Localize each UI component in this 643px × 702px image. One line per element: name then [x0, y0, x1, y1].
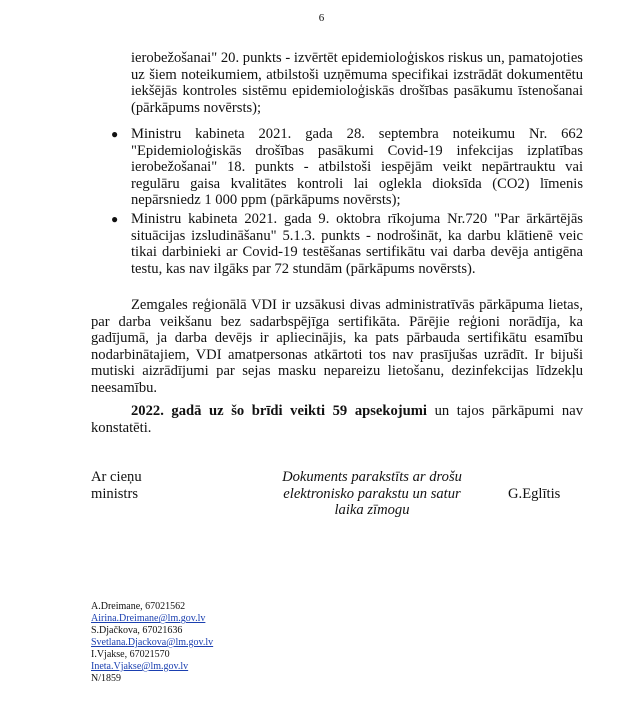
page-number: 6 [318, 12, 325, 24]
signer-title: ministrs [91, 485, 139, 502]
bullet-item-order-720: Ministru kabineta 2021. gada 9. oktobra rīkojuma Nr.720 "Par ārkārtējās situācijas izsludināšanu" 5.1.3. punkts - nodrošināt, ka darbu klātienē veic tikai darbinieki ar Covid-19 testēšanas sertifikātu vai darba devēja antigēna testu, kas nav ilgāks par 72 stundām (pārkāpums novērsts). [131, 211, 583, 277]
document-number: N/1859 [91, 673, 121, 684]
contact-email-link[interactable]: Ineta.Vjakse@lm.gov.lv [91, 661, 189, 672]
summary-paragraph [91, 403, 583, 436]
summary-rest: un tajos pārkāpumi nav konstatēti. [91, 403, 583, 436]
e-signature-line-3: laika zīmogu [334, 502, 410, 519]
contact-line: I.Vjakse, 67021570 [91, 649, 170, 660]
contact-line: S.Djačkova, 67021636 [91, 625, 183, 636]
contact-email-link[interactable]: Airina.Dreimane@lm.gov.lv [91, 613, 206, 624]
bullet-icon: ● [111, 127, 119, 141]
contact-email-link[interactable]: Svetlana.Djackova@lm.gov.lv [91, 637, 214, 648]
continued-bullet-text: ierobežošanai" 20. punkts - izvērtēt epidemioloģiskos riskus un, pamatojoties uz šiem noteikumiem, atbilstoši uzņēmuma specifikai izstrādāt dokumentētu iekšējās kontroles sistēmu epidemioloģiskās drošības pasākumu īstenošanai (pārkāpums novērsts); [131, 50, 583, 116]
closing-greeting: Ar cieņu [91, 469, 142, 485]
e-signature-line-2: elektronisko parakstu un satur [283, 485, 461, 502]
e-signature-line-1: Dokuments parakstīts ar drošu [282, 469, 462, 485]
signer-name: G.Eglītis [508, 486, 561, 502]
contact-line: A.Dreimane, 67021562 [91, 601, 186, 612]
contacts-block [91, 601, 351, 685]
summary-bold: 2022. gadā uz šo brīdi veikti 59 apsekojumi [131, 403, 427, 419]
body-paragraph: Zemgales reģionālā VDI ir uzsākusi divas administratīvās pārkāpuma lietas, par darba veikšanu bez sadarbspējīga sertifikāta. Pārējie reģioni norādīja, ka gadījumā, ja darba devējs ir apliecinājis, ka pats pārbauda sertifikātu esamību nodarbinātajiem, VDI amatpersonas atkārtoti tos nav prasījušas uzrādīt. Ir bijuši mutiski aizrādījumi par sejas masku nepareizu lietošanu, dezinfekcijas līdzekļu neesamību. [91, 297, 583, 396]
closing-block [91, 469, 231, 502]
bullet-item-regulation-662: Ministru kabineta 2021. gada 28. septembra noteikumu Nr. 662 "Epidemioloģiskās drošības pasākumi Covid-19 infekcijas izplatības ierobežošanai" 18. punkts - atbilstoši iespējām veikt nepārtrauktu vai regulāru gaisa kvalitātes kontroli lai ogleklа dioksīda (CO2) līmenis nepārsniedz 1 000 ppm (pārkāpums novērsts); [131, 126, 583, 209]
bullet-icon: ● [111, 212, 119, 226]
e-signature-note [262, 469, 482, 519]
